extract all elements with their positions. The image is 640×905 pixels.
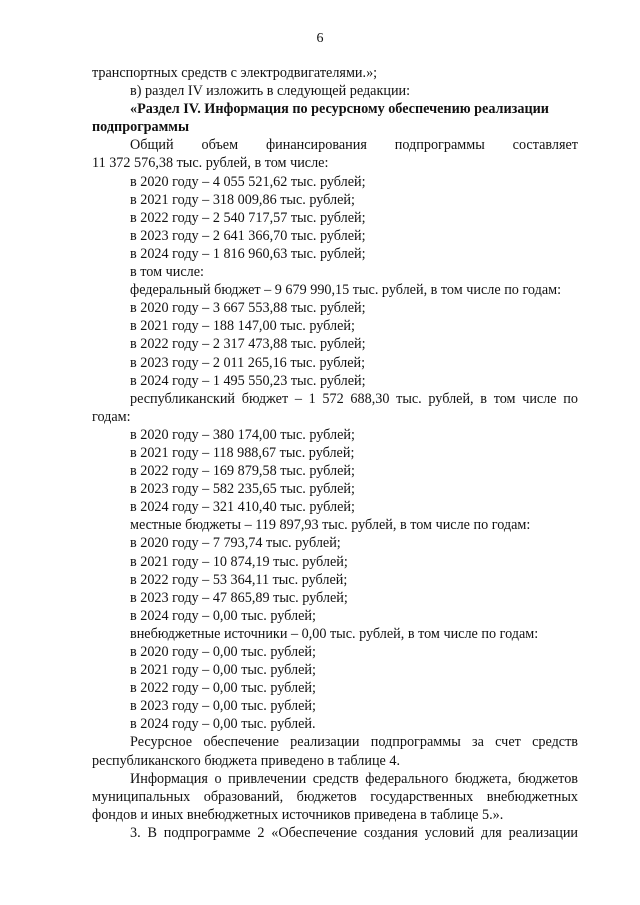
list-item: в 2023 году – 2 011 265,16 тыс. рублей;	[130, 354, 366, 371]
republic-years-list	[92, 426, 578, 734]
text-line: транспортных средств с электродвигателями.»;	[92, 65, 378, 81]
list-item: в 2022 году – 0,00 тыс. рублей;	[130, 680, 316, 697]
document-body	[92, 64, 578, 842]
item3-paragraph: 3. В подпрограмме 2 «Обеспечение создания условий для реализации	[130, 824, 578, 841]
text-line: в) раздел IV изложить в следующей редакции:	[130, 83, 411, 100]
list-item: в 2022 году – 53 364,11 тыс. рублей;	[130, 571, 348, 588]
info-paragraph: Информация о привлечении средств федерального бюджета, бюджетов муниципальных образований, бюджетов государственных внебюджетных фондов и иных внебюджетных источников приведена в таблице 5.».	[92, 770, 578, 823]
federal-budget-heading: федеральный бюджет – 9 679 990,15 тыс. рублей, в том числе по годам:	[130, 282, 562, 299]
total-funding-line: Общий объем финансирования подпрограммы составляет	[130, 137, 578, 154]
list-item: в 2021 году – 188 147,00 тыс. рублей;	[130, 318, 355, 335]
list-item: в 2021 году – 118 988,67 тыс. рублей;	[130, 444, 355, 461]
list-item: в 2024 году – 1 495 550,23 тыс. рублей;	[130, 372, 366, 389]
list-item: в 2020 году – 7 793,74 тыс. рублей;	[130, 535, 341, 552]
list-item: в 2021 году – 0,00 тыс. рублей;	[130, 662, 316, 679]
list-item: в 2020 году – 0,00 тыс. рублей;	[130, 644, 316, 660]
republic-budget-heading-cont: годам:	[92, 408, 131, 425]
section-heading-line-2: подпрограммы	[92, 119, 190, 136]
list-item: в 2022 году – 169 879,58 тыс. рублей;	[130, 463, 355, 480]
total-funding-amount: 11 372 576,38 тыс. рублей, в том числе:	[92, 155, 329, 172]
list-item: в 2020 году – 380 174,00 тыс. рублей;	[130, 426, 355, 443]
section-heading-line-1: «Раздел IV. Информация по ресурсному обеспечению реализации	[130, 101, 549, 118]
list-item: в 2020 году – 4 055 521,62 тыс. рублей;	[130, 173, 366, 190]
list-item: в 2023 году – 47 865,89 тыс. рублей;	[130, 589, 348, 606]
section-heading	[92, 100, 578, 118]
section-heading-cont	[92, 118, 578, 136]
total-years-list	[92, 173, 578, 390]
list-item: в 2022 году – 2 317 473,88 тыс. рублей;	[130, 336, 366, 353]
republic-budget-heading: республиканский бюджет – 1 572 688,30 тыс. рублей, в том числе по	[130, 390, 578, 407]
extrabudget-heading: внебюджетные источники – 0,00 тыс. рублей, в том числе по годам:	[130, 625, 539, 642]
list-item: в 2023 году – 582 235,65 тыс. рублей;	[130, 481, 355, 498]
list-item: в 2024 году – 1 816 960,63 тыс. рублей;	[130, 245, 366, 262]
list-item: в 2024 году – 0,00 тыс. рублей;	[130, 607, 316, 624]
resource-paragraph: Ресурсное обеспечение реализации подпрограммы за счет средств республиканского бюджета приведено в таблице 4.	[92, 734, 578, 769]
local-budget-heading: местные бюджеты – 119 897,93 тыс. рублей, в том числе по годам:	[130, 517, 531, 534]
list-item: в 2024 году – 0,00 тыс. рублей.	[130, 716, 316, 733]
list-item: в 2023 году – 0,00 тыс. рублей;	[130, 698, 316, 715]
list-item: в 2024 году – 321 410,40 тыс. рублей;	[130, 499, 355, 516]
page-number: 6	[316, 31, 324, 46]
list-item: в 2021 году – 10 874,19 тыс. рублей;	[130, 553, 348, 570]
list-item: в 2023 году – 2 641 366,70 тыс. рублей;	[130, 227, 366, 244]
list-item: в 2022 году – 2 540 717,57 тыс. рублей;	[130, 209, 366, 226]
including-label: в том числе:	[130, 264, 204, 281]
list-item: в 2020 году – 3 667 553,88 тыс. рублей;	[130, 300, 366, 317]
list-item: в 2021 году – 318 009,86 тыс. рублей;	[130, 191, 355, 208]
